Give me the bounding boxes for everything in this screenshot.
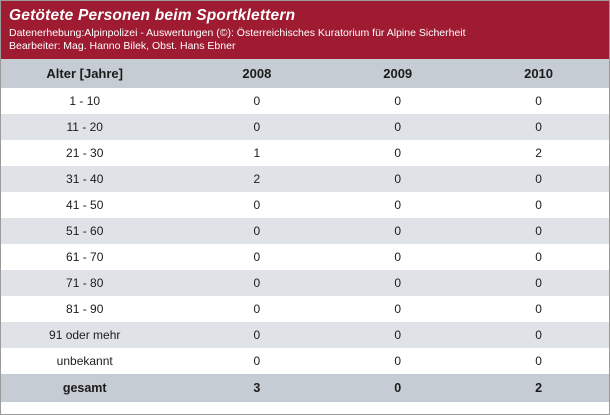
cell-2010: 0 [468,218,609,244]
table-row [1,296,609,322]
cell-2008: 0 [186,296,327,322]
cell-2010: 0 [468,166,609,192]
cell-2009: 0 [327,270,468,296]
row-label: unbekannt [1,348,186,374]
row-label: 91 oder mehr [1,322,186,348]
cell-2009: 0 [327,348,468,374]
row-label: 61 - 70 [1,244,186,270]
table-row [1,192,609,218]
row-label: 71 - 80 [1,270,186,296]
column-header-2008: 2008 [186,59,327,88]
table-body [1,88,609,374]
table-header-row [1,59,609,88]
table-total-row [1,374,609,402]
editor-line: Bearbeiter: Mag. Hanno Bilek, Obst. Hans Ebner [9,40,236,52]
cell-2009: 0 [327,218,468,244]
row-label: 81 - 90 [1,296,186,322]
cell-2008: 0 [186,270,327,296]
cell-2009: 0 [327,88,468,114]
cell-2010: 0 [468,192,609,218]
row-label: 31 - 40 [1,166,186,192]
cell-2008: 0 [186,192,327,218]
row-label: 11 - 20 [1,114,186,140]
cell-2008: 0 [186,218,327,244]
cell-2010: 0 [468,322,609,348]
column-header-age: Alter [Jahre] [1,59,186,88]
cell-2008: 0 [186,348,327,374]
total-label: gesamt [1,374,186,402]
total-2009: 0 [327,374,468,402]
cell-2008: 2 [186,166,327,192]
cell-2009: 0 [327,244,468,270]
table-row [1,270,609,296]
fatalities-table [1,59,609,402]
column-header-2010: 2010 [468,59,609,88]
page-title: Getötete Personen beim Sportklettern [9,7,296,24]
table-row [1,114,609,140]
cell-2009: 0 [327,296,468,322]
cell-2010: 0 [468,296,609,322]
cell-2010: 0 [468,114,609,140]
column-header-2009: 2009 [327,59,468,88]
cell-2009: 0 [327,140,468,166]
row-label: 51 - 60 [1,218,186,244]
table-row [1,218,609,244]
cell-2009: 0 [327,192,468,218]
cell-2010: 0 [468,88,609,114]
total-2008: 3 [186,374,327,402]
cell-2008: 0 [186,88,327,114]
cell-2008: 0 [186,114,327,140]
row-label: 41 - 50 [1,192,186,218]
table-row [1,88,609,114]
cell-2010: 0 [468,348,609,374]
table-row [1,166,609,192]
cell-2009: 0 [327,322,468,348]
table-row [1,348,609,374]
cell-2010: 2 [468,140,609,166]
cell-2008: 0 [186,244,327,270]
total-2010: 2 [468,374,609,402]
table-row [1,244,609,270]
table-row [1,322,609,348]
cell-2008: 0 [186,322,327,348]
cell-2010: 0 [468,244,609,270]
bottom-spacer [1,402,609,409]
cell-2009: 0 [327,114,468,140]
table-row [1,140,609,166]
cell-2008: 1 [186,140,327,166]
data-source-line: Datenerhebung:Alpinpolizei - Auswertungen (©): Österreichisches Kuratorium für Alpine Sicherheit [9,27,466,39]
cell-2009: 0 [327,166,468,192]
document-header [1,1,609,59]
row-label: 1 - 10 [1,88,186,114]
row-label: 21 - 30 [1,140,186,166]
cell-2010: 0 [468,270,609,296]
